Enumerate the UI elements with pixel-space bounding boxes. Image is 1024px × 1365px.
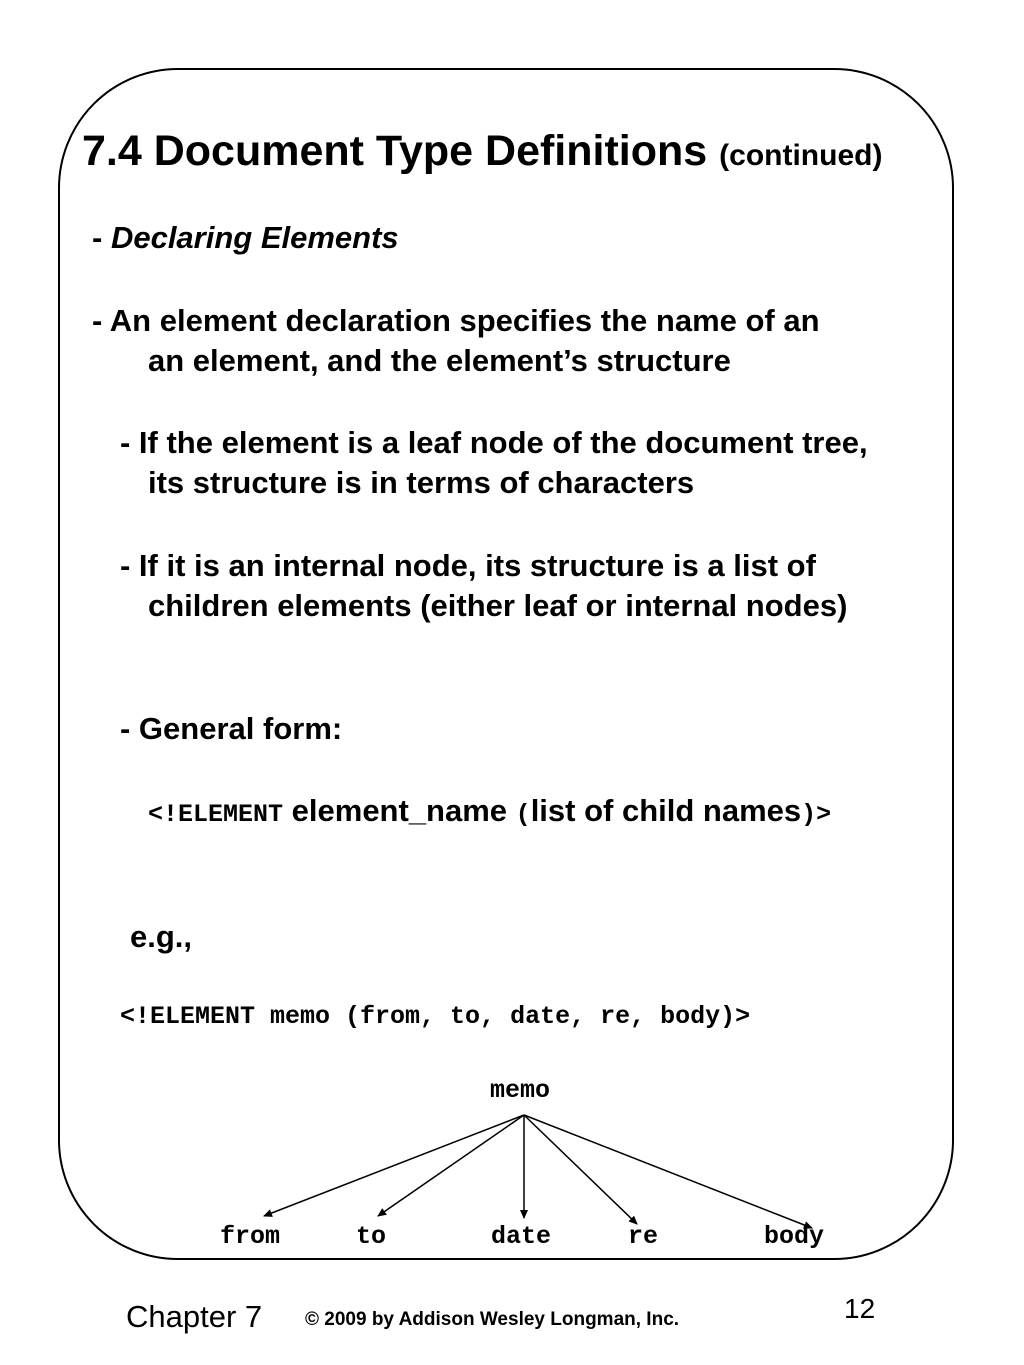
tree-child-from: from xyxy=(220,1222,281,1251)
bullet3-line2: children elements (either leaf or internal nodes) xyxy=(148,588,848,623)
general-form-keyword: <!ELEMENT xyxy=(148,800,284,829)
title-text: 7.4 Document Type Definitions xyxy=(82,127,708,175)
title-suffix: (continued) xyxy=(719,139,883,172)
bullet1-line2: an element, and the element’s structure xyxy=(148,343,731,378)
general-form-list: list of child names xyxy=(530,793,802,828)
tree-child-date: date xyxy=(491,1222,552,1251)
example-label: e.g., xyxy=(130,919,193,954)
edge-memo-to xyxy=(378,1115,524,1216)
example-code: <!ELEMENT memo (from, to, date, re, body)> xyxy=(120,1002,751,1031)
general-form-open-paren: ( xyxy=(515,800,531,829)
edge-memo-re xyxy=(524,1115,637,1224)
bullet1-line1: - An element declaration specifies the name of an xyxy=(92,303,820,338)
footer-page-number: 12 xyxy=(844,1293,876,1324)
general-form-close: )> xyxy=(801,800,832,829)
general-form-label: - General form: xyxy=(120,711,343,746)
bullet2-line2: its structure is in terms of characters xyxy=(148,465,695,500)
footer-chapter: Chapter 7 xyxy=(126,1299,263,1334)
tree-root: memo xyxy=(490,1076,551,1105)
general-form-name: element_name xyxy=(291,793,508,828)
tree-child-body: body xyxy=(764,1222,825,1251)
bullet2-line1: - If the element is a leaf node of the document tree, xyxy=(120,425,868,460)
tree-child-re: re xyxy=(628,1222,659,1251)
edge-memo-from xyxy=(264,1115,524,1216)
subheading-text: Declaring Elements xyxy=(110,220,399,255)
footer-copyright: © 2009 by Addison Wesley Longman, Inc. xyxy=(305,1309,680,1330)
edge-memo-body xyxy=(524,1115,812,1228)
tree-child-to: to xyxy=(356,1222,387,1251)
bullet3-line1: - If it is an internal node, its structure is a list of xyxy=(120,548,816,583)
subheading-dash: - xyxy=(92,220,103,255)
